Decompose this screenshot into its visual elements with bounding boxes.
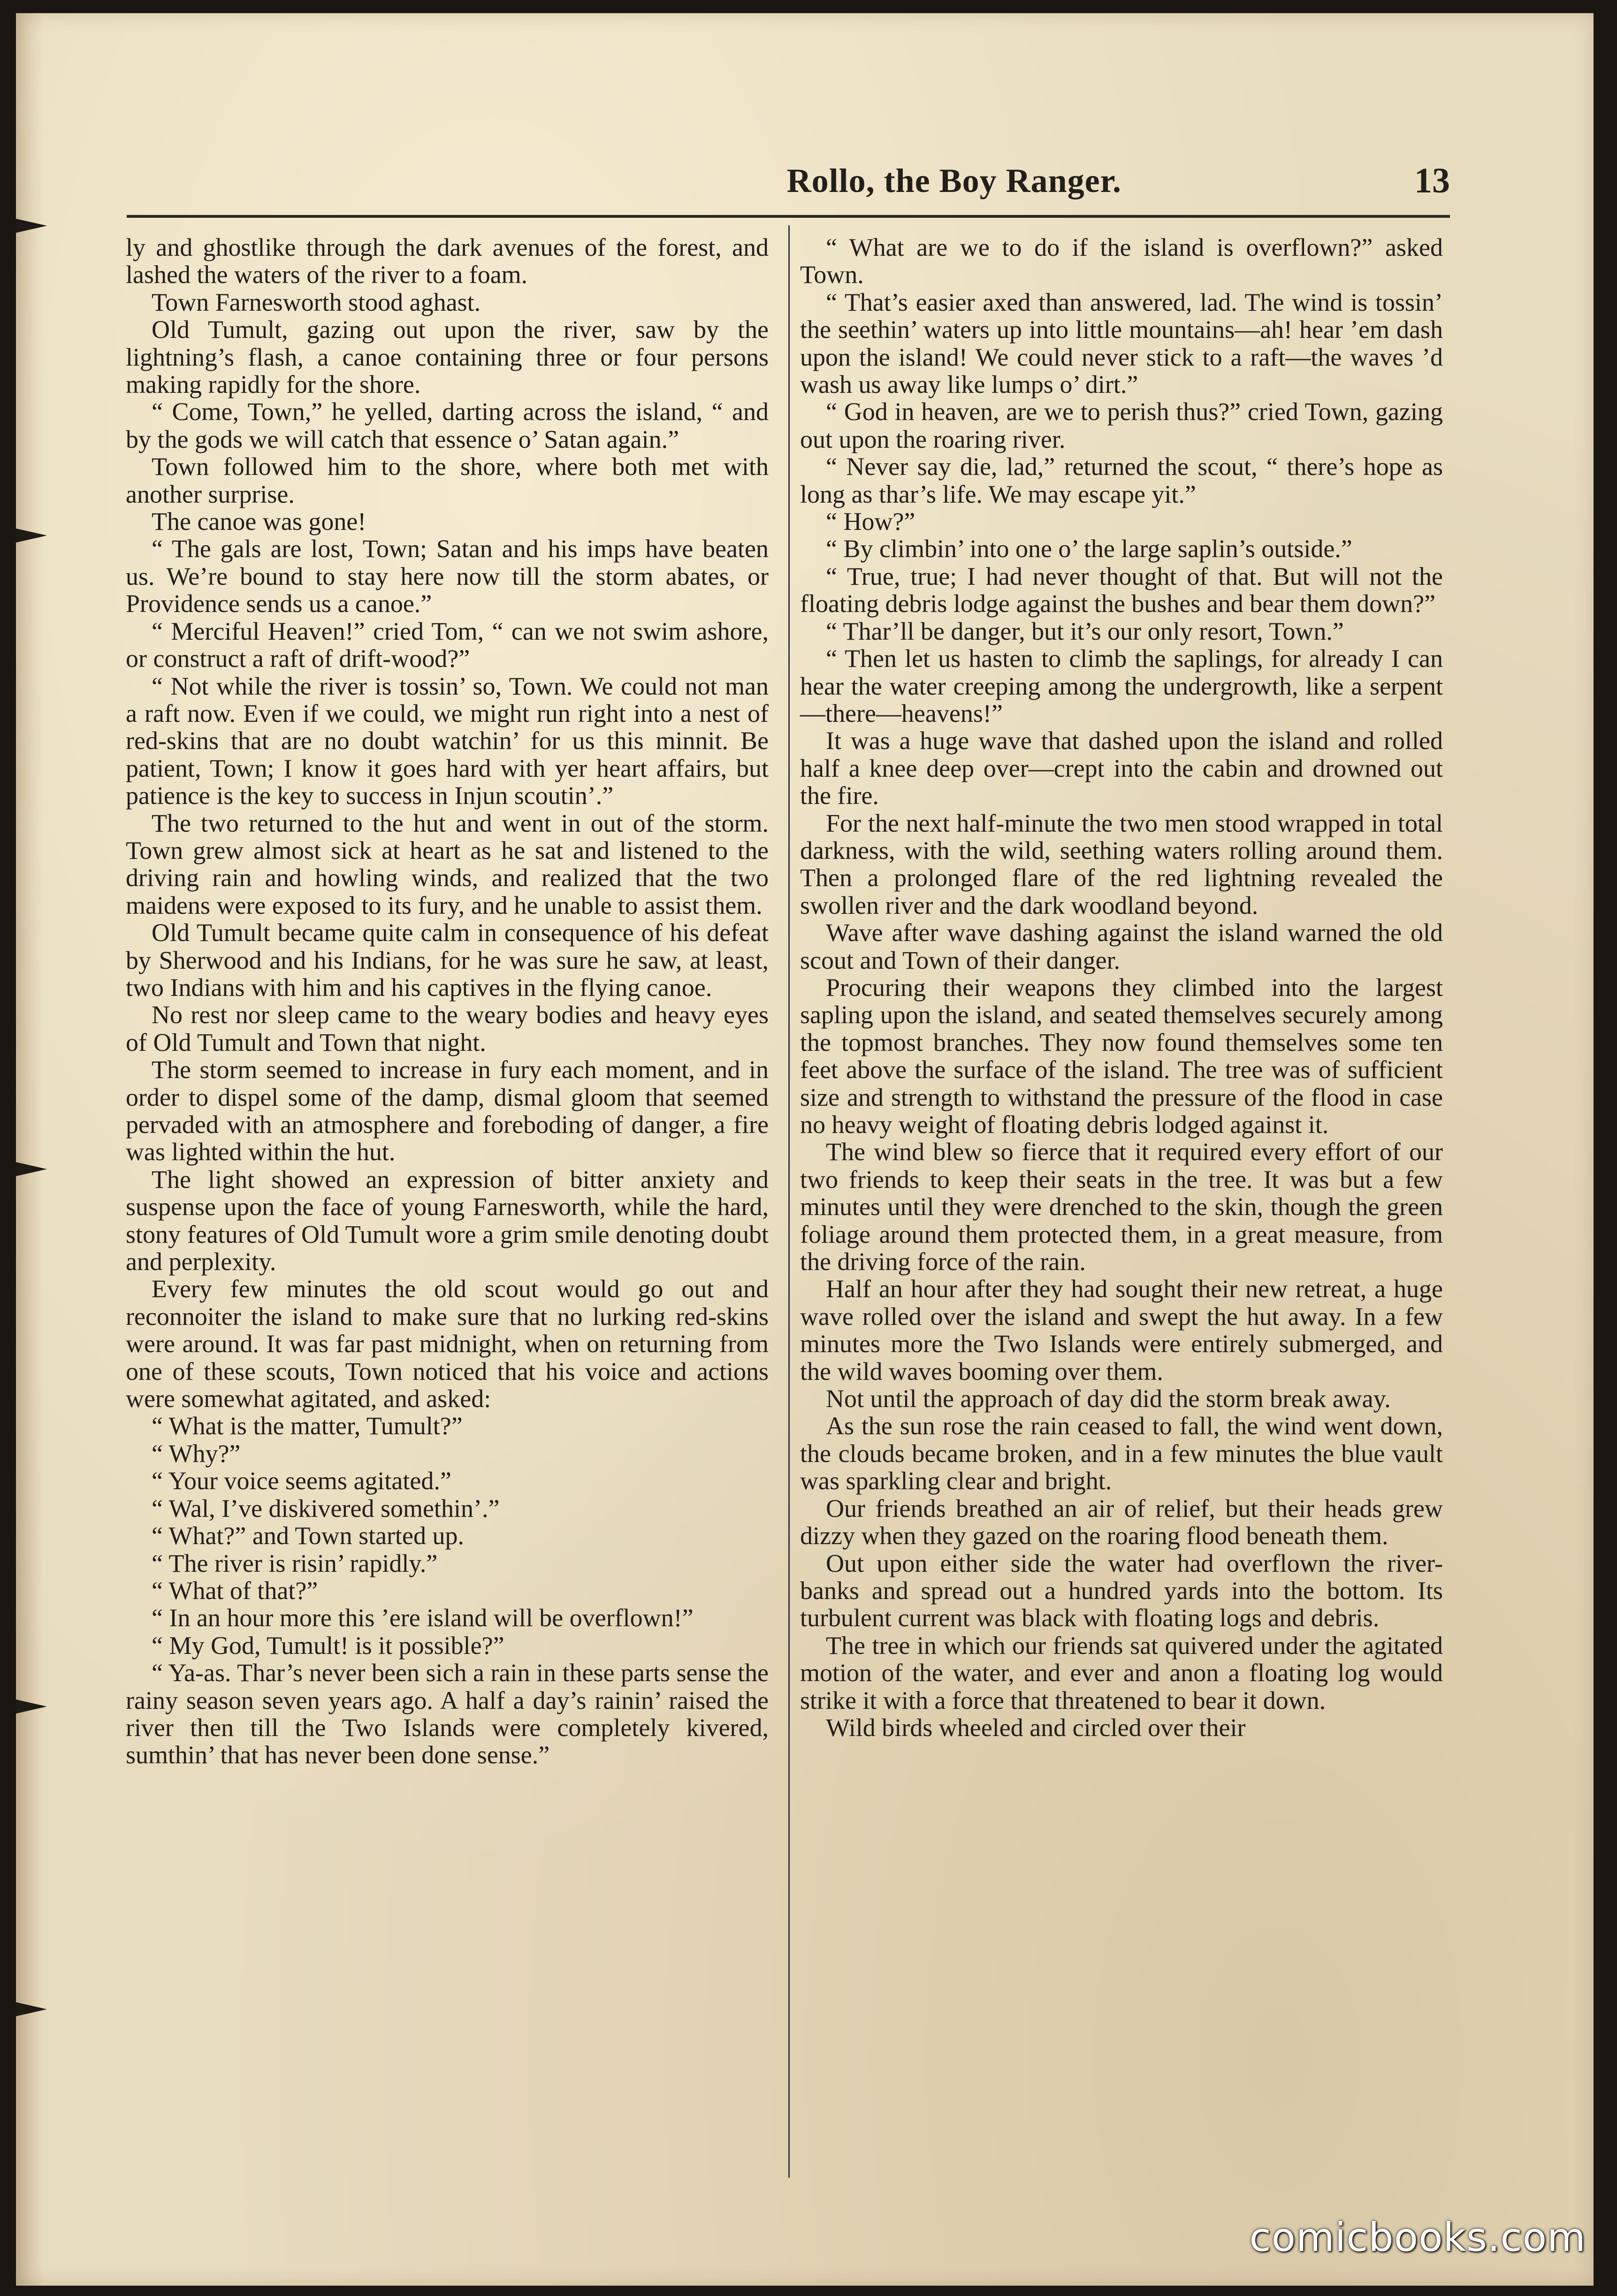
binding-staple — [16, 215, 49, 237]
paragraph: “ The river is risin’ rapidly.” — [152, 1549, 438, 1577]
paragraph: “ How?” — [826, 507, 915, 536]
paragraph: “ Then let us hasten to climb the saplings, for already I can hear the water creeping among the undergrowth, like a serpent—there—heavens!” — [800, 644, 1443, 727]
paragraph: No rest nor sleep came to the weary bodies and heavy eyes of Old Tumult and Town that night. — [126, 1001, 769, 1056]
paragraph: “ Never say die, lad,” returned the scout, “ there’s hope as long as thar’s life. We may escape yit.” — [800, 452, 1443, 508]
paragraph: Wild birds wheeled and circled over their — [826, 1713, 1246, 1742]
paragraph: Town followed him to the shore, where both met with another surprise. — [126, 452, 769, 508]
paragraph: The wind blew so fierce that it required every effort of our two friends to keep their seats in the tree. It was but a few minutes until they were drenched to the skin, though the green foliage around them protected them, in a great measure, from the driving force of the rain. — [800, 1138, 1443, 1276]
header-rule — [127, 215, 1450, 218]
paragraph: Town Farnesworth stood aghast. — [152, 288, 481, 316]
binding-staple — [16, 1696, 49, 1717]
paragraph: “ Not while the river is tossin’ so, Town. We could not man a raft now. Even if we could, we might run right into a nest of red-skins that are no doubt watchin’ for us this minnit. Be patient, Town; I know it goes hard with yer heart affairs, but patience is the key to success in Injun scoutin’.” — [126, 672, 769, 810]
binding-staple — [16, 525, 49, 546]
paragraph: Old Tumult, gazing out upon the river, saw by the lightning’s flash, a canoe containing three or four persons making rapidly for the shore. — [126, 315, 769, 399]
paragraph: “ My God, Tumult! is it possible?” — [152, 1631, 504, 1660]
paragraph: The storm seemed to increase in fury each moment, and in order to dispel some of the damp, dismal gloom that seemed pervaded with an atmosphere and foreboding of danger, a fire was lighted within the hut. — [126, 1056, 769, 1166]
paragraph: “ Merciful Heaven!” cried Tom, “ can we not swim ashore, or construct a raft of drift-wood?” — [126, 617, 769, 673]
paragraph: The light showed an expression of bitter anxiety and suspense upon the face of young Farnesworth, while the hard, stony features of Old Tumult wore a grim smile denoting doubt and perplexity. — [126, 1165, 769, 1276]
paragraph: “ What are we to do if the island is overflown?” asked Town. — [800, 233, 1443, 289]
paragraph: “ The gals are lost, Town; Satan and his imps have beaten us. We’re bound to stay here now till the storm abates, or Providence sends us a canoe.” — [126, 535, 769, 618]
paragraph: “ Your voice seems agitated.” — [152, 1467, 451, 1495]
right-column — [800, 234, 1443, 1741]
left-column — [126, 234, 769, 1769]
paragraph: Our friends breathed an air of relief, but their heads grew dizzy when they gazed on the roaring flood beneath them. — [800, 1494, 1443, 1550]
binding-staple — [16, 1998, 49, 2020]
paragraph: “ What?” and Town started up. — [152, 1522, 465, 1550]
paragraph: Half an hour after they had sought their new retreat, a huge wave rolled over the island and swept the hut away. In a few minutes more the Two Islands were entirely submerged, and the wild waves booming over them. — [800, 1275, 1443, 1385]
paragraph: “ That’s easier axed than answered, lad. The wind is tossin’ the seethin’ waters up into little mountains—ah! hear ’em dash upon the island! We could never stick to a raft—the waves ’d wash us away like lumps o’ dirt.” — [800, 288, 1443, 399]
running-head-title: Rollo, the Boy Ranger. — [786, 162, 1121, 199]
paragraph: For the next half-minute the two men stood wrapped in total darkness, with the wild, seething waters rolling around them. Then a prolonged flare of the red lightning revealed the swollen river and the dark woodland beyond. — [800, 809, 1443, 919]
paragraph: “ Thar’ll be danger, but it’s our only resort, Town.” — [826, 617, 1344, 645]
paragraph: Every few minutes the old scout would go out and reconnoiter the island to make sure that no lurking red-skins were around. It was far past midnight, when on returning from one of these scouts, Town noticed that his voice and actions were somewhat agitated, and asked: — [126, 1275, 769, 1413]
paragraph: “ Come, Town,” he yelled, darting across the island, “ and by the gods we will catch that essence o’ Satan again.” — [126, 398, 769, 453]
running-head — [155, 155, 1469, 207]
watermark: comicbooks.com — [1249, 2214, 1586, 2260]
paragraph: “ By climbin’ into one o’ the large saplin’s outside.” — [826, 535, 1352, 563]
paragraph: It was a huge wave that dashed upon the island and rolled half a knee deep over—crept into the cabin and drowned out the fire. — [800, 727, 1443, 810]
paragraph: Old Tumult became quite calm in consequence of his defeat by Sherwood and his Indians, for he was sure he saw, at least, two Indians with him and his captives in the flying canoe. — [126, 918, 769, 1002]
paragraph: The two returned to the hut and went in out of the storm. Town grew almost sick at heart as he sat and listened to the driving rain and howling winds, and realized that the two maidens were exposed to its fury, and he unable to assist them. — [126, 809, 769, 919]
page-number: 13 — [1414, 161, 1450, 200]
paragraph: Procuring their weapons they climbed into the largest sapling upon the island, and seated themselves securely among the topmost branches. They now found themselves some ten feet above the surface of the island. The tree was of sufficient size and strength to withstand the pressure of the flood in case no heavy weight of floating debris lodged against it. — [800, 973, 1443, 1139]
paragraph: “ God in heaven, are we to perish thus?” cried Town, gazing out upon the roaring river. — [800, 398, 1443, 453]
paragraph: As the sun rose the rain ceased to fall, the wind went down, the clouds became broken, and in a few minutes the blue vault was sparkling clear and bright. — [800, 1412, 1443, 1495]
paragraph: “ What is the matter, Tumult?” — [152, 1412, 463, 1440]
paragraph: “ True, true; I had never thought of that. But will not the floating debris lodge against the bushes and bear them down?” — [800, 562, 1443, 618]
binding-staple — [16, 1158, 49, 1180]
paragraph: Wave after wave dashing against the island warned the old scout and Town of their danger. — [800, 918, 1443, 974]
paragraph: “ Why?” — [152, 1439, 241, 1468]
column-divider — [788, 225, 790, 2178]
paragraph: “ Wal, I’ve diskivered somethin’.” — [152, 1494, 500, 1523]
paragraph: ly and ghostlike through the dark avenues of the forest, and lashed the waters of the river to a foam. — [126, 233, 769, 289]
paragraph: The tree in which our friends sat quivered under the agitated motion of the water, and ever and anon a floating log would strike it with a force that threatened to bear it down. — [800, 1631, 1443, 1714]
paragraph: Out upon either side the water had overflown the river-banks and spread out a hundred yards into the bottom. Its turbulent current was black with floating logs and debris. — [800, 1549, 1443, 1632]
paragraph: Not until the approach of day did the storm break away. — [826, 1385, 1391, 1413]
paragraph: “ What of that?” — [152, 1576, 318, 1605]
paragraph: “ In an hour more this ’ere island will be overflown!” — [152, 1604, 694, 1632]
paragraph: The canoe was gone! — [152, 507, 366, 536]
paragraph: “ Ya-as. Thar’s never been sich a rain in these parts sense the rainy season seven years ago. A half a day’s rainin’ raised the river then till the Two Islands were completely kivered, sumthin’ that has never been done sense.” — [126, 1659, 769, 1769]
